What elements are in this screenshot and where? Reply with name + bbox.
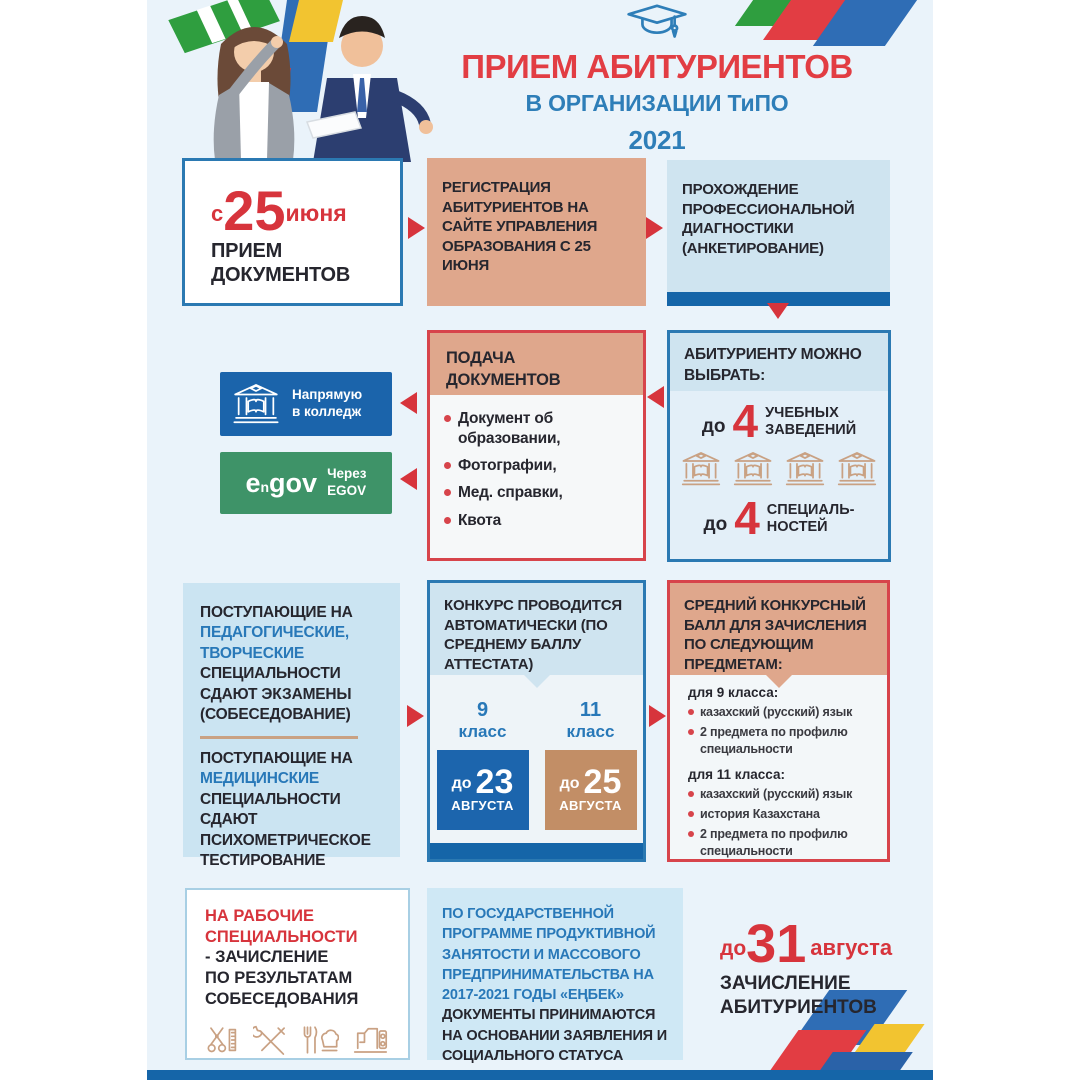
- diagnostics-text: ПРОХОЖДЕНИЕ ПРОФЕССИОНАЛЬНОЙ ДИАГНОСТИКИ (АНКЕТИРОВАНИЕ): [682, 181, 855, 257]
- group-list: [688, 786, 875, 859]
- choice-prefix: до: [701, 416, 726, 438]
- date-25-june: [211, 179, 400, 242]
- title-year: 2021: [628, 125, 686, 155]
- deadline-day: 23: [475, 763, 514, 802]
- college-building-icon: [731, 450, 775, 488]
- choice-option-schools: [670, 395, 888, 447]
- arrow-right-icon: [646, 217, 663, 239]
- choice-label-2: НОСТЕЙ: [766, 519, 828, 536]
- choice-label-2: ЗАВЕДЕНИЙ: [765, 421, 857, 438]
- contest-grades: [430, 699, 643, 830]
- docs-label-2: ДОКУМЕНТОВ: [211, 263, 351, 286]
- arrow-right-icon: [649, 705, 666, 727]
- college-building-icon: [679, 450, 723, 488]
- choice-title: АБИТУРИЕНТУ МОЖНО ВЫБРАТЬ:: [670, 333, 888, 391]
- worker-line-1: - ЗАЧИСЛЕНИЕ: [205, 948, 329, 967]
- college-building-icon: [230, 381, 282, 427]
- grade-number: 9: [476, 699, 489, 721]
- egov-logo-gov: gov: [269, 467, 318, 498]
- date-day: 25: [223, 179, 286, 242]
- title-line-1: ПРИЕМ АБИТУРИЕНТОВ: [461, 48, 853, 85]
- sewing-machine-icon: [351, 1021, 390, 1059]
- deadline-chip-grade11: [545, 750, 637, 830]
- arrow-left-icon: [647, 386, 664, 408]
- card-diagnostics: [667, 160, 890, 306]
- submission-list: [430, 409, 643, 531]
- list-item: Фотографии,: [444, 456, 629, 476]
- worker-line-3: СОБЕСЕДОВАНИЯ: [205, 989, 359, 1008]
- date-prefix: с: [211, 200, 224, 226]
- docs-label-1: ПРИЕМ: [211, 239, 283, 262]
- list-item: 2 предмета по профилю специальности: [688, 826, 875, 859]
- arrow-left-icon: [400, 392, 417, 414]
- card-registration: [427, 158, 646, 306]
- deadline-prefix: до: [451, 774, 472, 792]
- card-bottom-strip: [430, 843, 643, 859]
- poster-canvas: [147, 0, 933, 1080]
- college-buildings-row: [670, 450, 888, 488]
- list-item: Мед. справки,: [444, 483, 629, 503]
- channel-direct-college: [220, 372, 392, 436]
- card-exams: [183, 583, 400, 869]
- date-month: июня: [285, 199, 347, 226]
- card-worker-specialties: [185, 888, 410, 1060]
- choice-count: 4: [732, 395, 759, 447]
- grade-9: [437, 699, 529, 830]
- direct-label-2: в колледж: [292, 404, 362, 419]
- enrollment-label-2: АБИТУРИЕНТОВ: [720, 996, 877, 1018]
- cutlery-chef-hat-icon: [300, 1021, 339, 1059]
- card-enbek-program: [427, 888, 683, 1065]
- text-segment: ПОСТУПАЮЩИЕ НА: [200, 749, 353, 767]
- deadline-month: АВГУСТА: [451, 797, 514, 813]
- enbek-dark-text: ДОКУМЕНТЫ ПРИНИМАЮТСЯ НА ОСНОВАНИИ ЗАЯВЛЕНИЯ И СОЦИАЛЬНОГО СТАТУСА: [442, 1007, 667, 1065]
- graduation-cap-icon: [615, 2, 699, 48]
- egov-label-2: EGOV: [327, 483, 367, 498]
- average-score-title: СРЕДНИЙ КОНКУРСНЫЙ БАЛЛ ДЛЯ ЗАЧИСЛЕНИЯ ПО СЛЕДУЮЩИМ ПРЕДМЕТАМ:: [670, 583, 887, 675]
- choice-label-1: СПЕЦИАЛЬ-: [766, 502, 855, 519]
- choice-option-specialties: [670, 492, 888, 545]
- score-group-9: [670, 685, 887, 757]
- deadline-day: 25: [583, 763, 622, 802]
- date-prefix: до: [720, 936, 747, 960]
- card-average-score: [667, 580, 890, 862]
- worker-line-2: ПО РЕЗУЛЬТАТАМ: [205, 968, 353, 987]
- deadline-chip-grade9: [437, 750, 529, 830]
- card-choice: [667, 330, 891, 562]
- card-contest: [427, 580, 646, 862]
- group-list: [688, 704, 875, 757]
- list-item: Квота: [444, 511, 629, 531]
- registration-text: РЕГИСТРАЦИЯ АБИТУРИЕНТОВ НА САЙТЕ УПРАВЛЕНИЯ ОБРАЗОВАНИЯ С 25 ИЮНЯ: [442, 179, 598, 274]
- score-group-11: [670, 767, 887, 859]
- poster-title: [427, 48, 887, 156]
- grade-11: [545, 699, 637, 830]
- arrow-right-icon: [407, 705, 424, 727]
- choice-label-1: УЧЕБНЫХ: [765, 405, 839, 422]
- enbek-blue-text: ПО ГОСУДАРСТВЕННОЙ ПРОГРАММЕ ПРОДУКТИВНОЙ ЗАНЯТОСТИ И МАССОВОГО ПРЕДПРИНИМАТЕЛЬСТВА НА 2017-2021 ГОДЫ «ЕҢБЕК»: [442, 906, 656, 1004]
- grade-word: класс: [566, 722, 615, 741]
- arrow-down-icon: [767, 303, 789, 319]
- wrench-screwdriver-icon: [253, 1021, 289, 1059]
- list-item: Документ об образовании,: [444, 409, 629, 449]
- text-segment: СПЕЦИАЛЬНОСТИ СДАЮТ ЭКЗАМЕНЫ (СОБЕСЕДОВАНИЕ): [200, 665, 352, 724]
- deadline-prefix: до: [559, 774, 580, 792]
- choice-prefix: до: [703, 513, 728, 535]
- contest-title: КОНКУРС ПРОВОДИТСЯ АВТОМАТИЧЕСКИ (ПО СРЕДНЕМУ БАЛЛУ АТТЕСТАТА): [430, 583, 643, 675]
- text-segment: ПОСТУПАЮЩИЕ НА: [200, 604, 353, 621]
- choice-count: 4: [734, 492, 760, 545]
- egov-logo-n: n: [260, 478, 270, 495]
- group-title: для 11 класса:: [688, 766, 785, 782]
- egov-logo: [245, 468, 317, 499]
- college-building-icon: [835, 450, 879, 488]
- list-item: история Казахстана: [688, 806, 875, 822]
- egov-logo-e: e: [245, 467, 261, 498]
- grade-number: 11: [579, 699, 602, 721]
- group-title: для 9 класса:: [688, 685, 779, 700]
- card-docs-start: [182, 158, 403, 306]
- woman-figure: [214, 27, 295, 160]
- arrow-right-icon: [408, 217, 425, 239]
- submission-title: ПОДАЧА ДОКУМЕНТОВ: [430, 333, 643, 395]
- poster-bottom-strip: [147, 1070, 933, 1080]
- text-segment: ПЕДАГОГИЧЕСКИЕ, ТВОРЧЕСКИЕ: [200, 624, 349, 662]
- date-day: 31: [746, 914, 807, 974]
- worker-red-line-1: НА РАБОЧИЕ: [205, 907, 315, 925]
- college-building-icon: [783, 450, 827, 488]
- scissors-comb-icon: [205, 1021, 241, 1059]
- text-segment: СПЕЦИАЛЬНОСТИ СДАЮТ ПСИХОМЕТРИЧЕСКОЕ ТЕСТИРОВАНИЕ: [200, 790, 371, 869]
- date-month: августа: [810, 934, 893, 960]
- title-line-2: В ОРГАНИЗАЦИИ ТиПО: [525, 90, 789, 116]
- deadline-month: АВГУСТА: [559, 797, 622, 813]
- egov-label-1: Через: [327, 466, 367, 482]
- channel-egov: [220, 452, 392, 514]
- trade-icons-row: [205, 1021, 390, 1059]
- exams-paragraph-1: [200, 603, 383, 726]
- enrollment-final: [720, 914, 930, 1019]
- grade-word: класс: [458, 722, 507, 741]
- date-31-august: [720, 914, 930, 974]
- enrollment-label-1: ЗАЧИСЛЕНИЕ: [720, 972, 851, 994]
- card-submission: [427, 330, 646, 561]
- worker-red-line-2: СПЕЦИАЛЬНОСТИ: [205, 927, 358, 946]
- exams-paragraph-2: [200, 749, 383, 872]
- list-item: казахский (русский) язык: [688, 704, 875, 720]
- arrow-left-icon: [400, 468, 417, 490]
- divider: [200, 736, 358, 739]
- list-item: 2 предмета по профилю специальности: [688, 724, 875, 757]
- photo-students: [159, 0, 459, 162]
- direct-label-1: Напрямую: [292, 387, 363, 403]
- list-item: казахский (русский) язык: [688, 786, 875, 802]
- text-segment: МЕДИЦИНСКИЕ: [200, 770, 320, 788]
